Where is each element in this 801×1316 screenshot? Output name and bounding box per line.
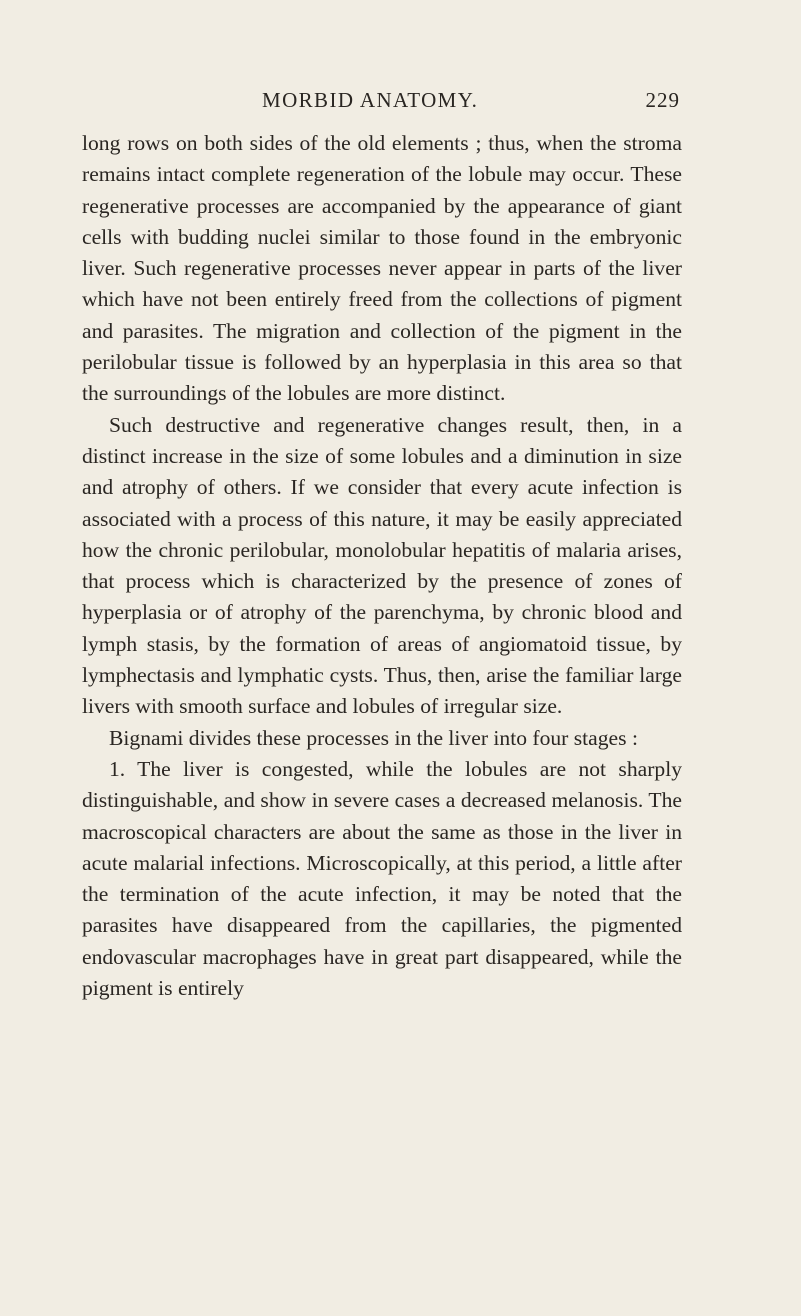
running-head	[0, 88, 801, 118]
body-text	[82, 128, 682, 1004]
list-item-stage-1: 1. The liver is congested, while the lobules are not sharply distinguishable, and show in severe cases a decreased melanosis. The macroscopical characters are about the same as those in the liver in acute malarial infections. Microscopically, at this period, a little after the termination of the acute infection, it may be noted that the parasites have disappeared from the capillaries, the pigmented endovascular macrophages have in great part disappeared, while the pigment is entirely	[82, 756, 682, 1001]
page-number: 229	[645, 88, 680, 112]
paragraph-destructive-changes: Such destructive and regenerative changes result, then, in a distinct increase in the size of some lobules and a diminution in size and atrophy of others. If we consider that every acute infection is associated with a process of this nature, it may be easily appreciated how the chronic perilobular, monolobular hepatitis of malaria arises, that process which is characterized by the presence of zones of hyperplasia or of atrophy of the parenchyma, by chronic blood and lymph stasis, by the formation of areas of angiomatoid tissue, by lymphectasis and lymphatic cysts. Thus, then, arise the familiar large livers with smooth surface and lobules of irregular size.	[82, 412, 682, 719]
paragraph-bignami-stages: Bignami divides these processes in the liver into four stages :	[109, 725, 638, 750]
paragraph-continuation: long rows on both sides of the old elements ; thus, when the stroma remains intact complete regeneration of the lobule may occur. These regenerative processes are accompanied by the appearance of giant cells with budding nuclei similar to those found in the embryonic liver. Such regenerative processes never appear in parts of the liver which have not been entirely freed from the collections of pigment and parasites. The migration and collection of the pigment in the perilobular tissue is followed by an hyperplasia in this area so that the surroundings of the lobules are more distinct.	[82, 131, 682, 406]
running-title: MORBID ANATOMY.	[262, 88, 479, 112]
